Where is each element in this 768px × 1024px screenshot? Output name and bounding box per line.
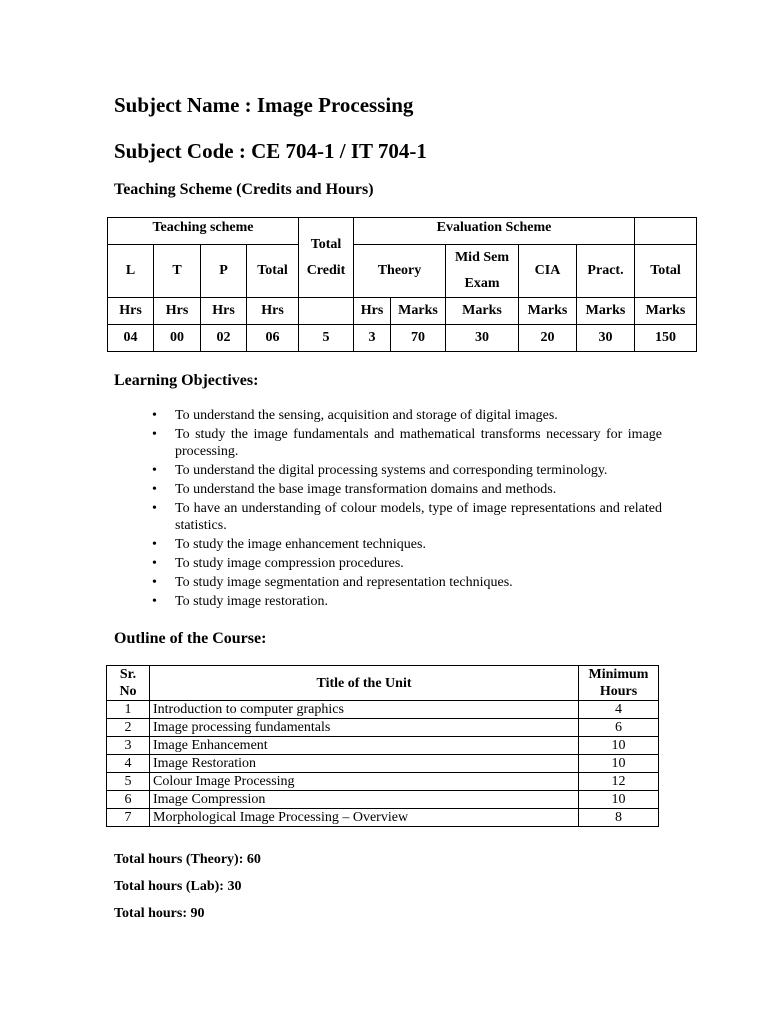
value-total-marks: 150	[635, 325, 697, 352]
unit-P: Hrs	[201, 298, 247, 325]
unit-theory-hrs: Hrs	[354, 298, 391, 325]
header-eval-total: Total	[635, 245, 697, 298]
row-hours: 10	[579, 737, 659, 755]
list-item	[152, 426, 662, 460]
unit-theory-marks: Marks	[391, 298, 446, 325]
list-item	[152, 407, 662, 424]
row-hours: 10	[579, 755, 659, 773]
value-credit: 5	[299, 325, 354, 352]
unit-L: Hrs	[108, 298, 154, 325]
row-title: Colour Image Processing	[150, 773, 579, 791]
row-hours: 8	[579, 809, 659, 827]
bullet-icon: •	[152, 463, 157, 478]
total-hours-all: Total hours: 90	[114, 906, 205, 921]
unit-total-marks: Marks	[635, 298, 697, 325]
row-hours: 12	[579, 773, 659, 791]
min-hours-line2: Hours	[599, 684, 638, 699]
list-item	[152, 574, 662, 591]
total-credit-line1: Total	[310, 236, 342, 252]
blank-header-cell	[635, 218, 697, 245]
list-item	[152, 481, 662, 498]
total-hours-lab: Total hours (Lab): 30	[114, 879, 242, 894]
subject-code-heading: Subject Code : CE 704-1 / IT 704-1	[114, 139, 427, 163]
unit-title-header: Title of the Unit	[150, 666, 579, 701]
row-sr: 1	[107, 701, 150, 719]
value-midsem: 30	[446, 325, 519, 352]
header-cia: CIA	[519, 245, 577, 298]
sr-header-line2: No	[119, 684, 137, 699]
subject-name-heading: Subject Name : Image Processing	[114, 93, 414, 117]
list-item	[152, 500, 662, 534]
objective-text: To study image compression procedures.	[175, 556, 404, 571]
value-theory-hrs: 3	[354, 325, 391, 352]
unit-T: Hrs	[154, 298, 201, 325]
table-row	[107, 755, 659, 773]
unit-cia: Marks	[519, 298, 577, 325]
objective-text: To study the image fundamentals and mathematical transforms necessary for image processing.	[175, 427, 662, 459]
table-row	[107, 791, 659, 809]
objective-text: To have an understanding of colour models, type of image representations and related statistics.	[175, 501, 662, 533]
value-theory-marks: 70	[391, 325, 446, 352]
row-sr: 2	[107, 719, 150, 737]
row-sr: 6	[107, 791, 150, 809]
row-title: Image processing fundamentals	[150, 719, 579, 737]
value-total: 06	[247, 325, 299, 352]
unit-midsem: Marks	[446, 298, 519, 325]
header-theory: Theory	[354, 245, 446, 298]
list-item	[152, 593, 662, 610]
bullet-icon: •	[152, 482, 157, 497]
header-total: Total	[247, 245, 299, 298]
row-sr: 4	[107, 755, 150, 773]
bullet-icon: •	[152, 537, 157, 552]
row-hours: 10	[579, 791, 659, 809]
row-hours: 6	[579, 719, 659, 737]
objective-text: To understand the digital processing systems and corresponding terminology.	[175, 463, 608, 478]
header-pract: Pract.	[577, 245, 635, 298]
teaching-scheme-group-header: Teaching scheme	[108, 218, 299, 245]
row-title: Image Enhancement	[150, 737, 579, 755]
objective-text: To understand the base image transformation domains and methods.	[175, 482, 557, 497]
midsem-line1: Mid Sem	[454, 250, 510, 265]
midsem-line2: Exam	[464, 276, 500, 291]
course-outline-table	[106, 665, 659, 827]
total-credit-line2: Credit	[306, 262, 346, 278]
table-row	[107, 701, 659, 719]
bullet-icon: •	[152, 575, 157, 590]
outline-heading: Outline of the Course:	[114, 630, 267, 647]
header-P: P	[201, 245, 247, 298]
objective-text: To study image segmentation and representation techniques.	[175, 575, 513, 590]
objective-text: To study the image enhancement techniques.	[175, 537, 426, 552]
min-hours-line1: Minimum	[588, 667, 649, 682]
unit-pract: Marks	[577, 298, 635, 325]
value-cia: 20	[519, 325, 577, 352]
bullet-icon: •	[152, 594, 157, 609]
header-midsem	[446, 245, 519, 298]
sr-no-header	[107, 666, 150, 701]
table-row	[107, 773, 659, 791]
table-row	[107, 737, 659, 755]
row-sr: 5	[107, 773, 150, 791]
value-pract: 30	[577, 325, 635, 352]
objective-text: To understand the sensing, acquisition and storage of digital images.	[175, 408, 558, 423]
row-title: Morphological Image Processing – Overview	[150, 809, 579, 827]
objective-text: To study image restoration.	[175, 594, 328, 609]
row-title: Image Compression	[150, 791, 579, 809]
bullet-icon: •	[152, 427, 157, 442]
learning-objectives-heading: Learning Objectives:	[114, 372, 259, 389]
value-T: 00	[154, 325, 201, 352]
bullet-icon: •	[152, 556, 157, 571]
value-P: 02	[201, 325, 247, 352]
row-hours: 4	[579, 701, 659, 719]
objectives-list	[152, 407, 662, 612]
unit-total: Hrs	[247, 298, 299, 325]
bullet-icon: •	[152, 501, 157, 516]
teaching-scheme-table	[107, 217, 697, 352]
header-L: L	[108, 245, 154, 298]
table-row	[107, 719, 659, 737]
list-item	[152, 555, 662, 572]
evaluation-scheme-group-header: Evaluation Scheme	[354, 218, 635, 245]
list-item	[152, 462, 662, 479]
teaching-scheme-heading: Teaching Scheme (Credits and Hours)	[114, 181, 374, 198]
bullet-icon: •	[152, 408, 157, 423]
value-L: 04	[108, 325, 154, 352]
total-hours-theory: Total hours (Theory): 60	[114, 852, 261, 867]
row-title: Introduction to computer graphics	[150, 701, 579, 719]
row-sr: 7	[107, 809, 150, 827]
min-hours-header	[579, 666, 659, 701]
unit-credit-blank	[299, 298, 354, 325]
table-row	[107, 809, 659, 827]
total-credit-header	[299, 218, 354, 298]
header-T: T	[154, 245, 201, 298]
row-title: Image Restoration	[150, 755, 579, 773]
sr-header-line1: Sr.	[119, 667, 137, 682]
list-item	[152, 536, 662, 553]
row-sr: 3	[107, 737, 150, 755]
